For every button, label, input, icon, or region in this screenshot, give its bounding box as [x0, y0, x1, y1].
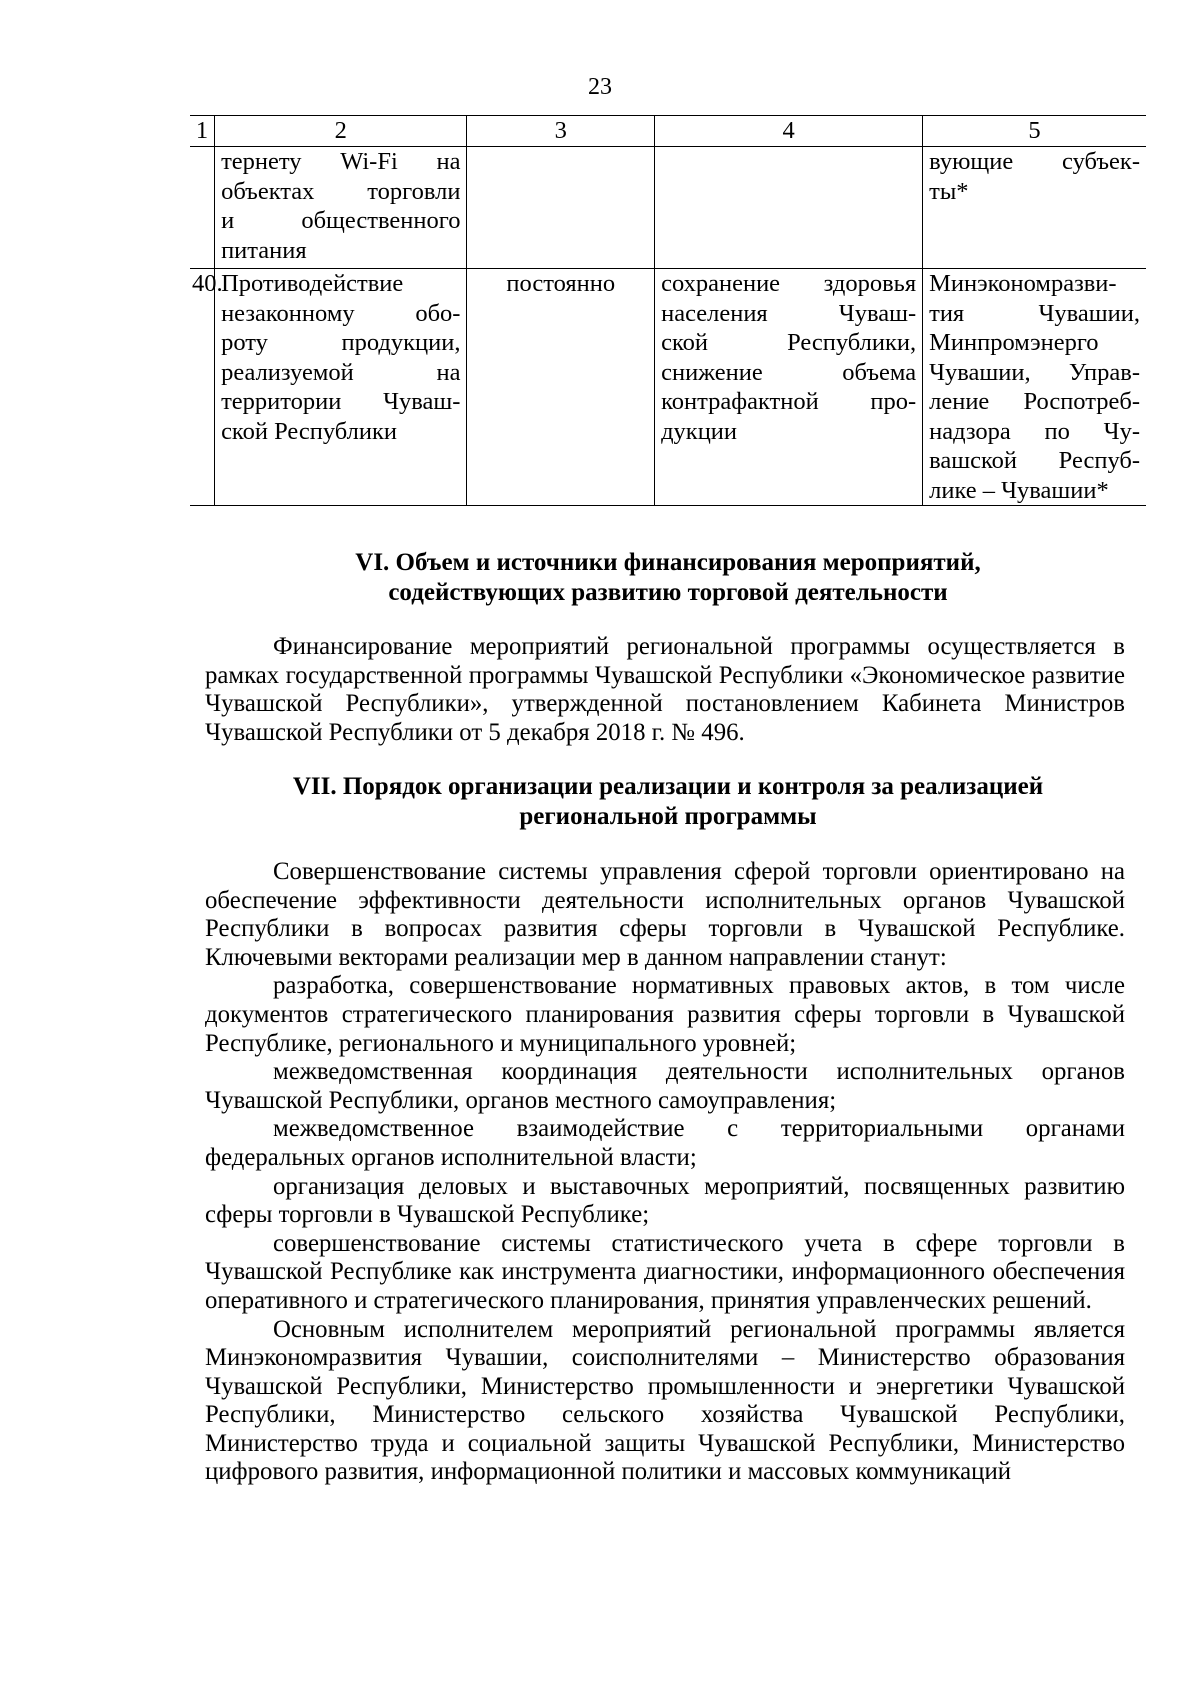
term-cell	[467, 147, 655, 269]
table-row	[190, 269, 1146, 506]
executor-cell: вующие субъек- ты*	[923, 147, 1146, 269]
header-col-4: 4	[655, 116, 923, 147]
result-cell: сохранение здоровья населения Чуваш- ской Республики, снижение объема контрафактной про- дукции	[655, 269, 923, 506]
activity-cell: тернету Wi-Fi на объектах торговли и общественного питания	[215, 147, 467, 269]
paragraph: разработка, совершенствование нормативных правовых актов, в том числе документов стратегического планирования развития сферы торговли в Чувашской Республике, регионального и муниципального уровней;	[205, 972, 1125, 1057]
table-row	[190, 147, 1146, 269]
paragraph: Финансирование мероприятий региональной программы осуществляется в рамках государственной программы Чувашской Республики «Экономическое развитие Чувашской Республики», утвержденной постановлением Кабинета Министров Чувашской Республики от 5 декабря 2018 г. № 496.	[205, 633, 1125, 746]
paragraph: Совершенствование системы управления сферой торговли ориентировано на обеспечение эффективности деятельности исполнительных органов Чувашской Республики в вопросах развития сферы торговли в Чувашской Республике. Ключевыми векторами реализации мер в данном направлении станут:	[205, 858, 1125, 971]
header-col-2: 2	[215, 116, 467, 147]
section-7-title: VII. Порядок организации реализации и контроля за реализацией региональной программы	[292, 773, 1044, 830]
paragraph: межведомственное взаимодействие с территориальными органами федеральных органов исполнительной власти;	[205, 1115, 1125, 1171]
header-col-5: 5	[923, 116, 1146, 147]
activities-table	[190, 115, 1146, 506]
activity-cell: Противодействие незаконному обо- роту продукции, реализуемой на территории Чуваш- ской Республики	[215, 269, 467, 506]
page-number: 23	[588, 74, 612, 100]
section-6-body	[205, 633, 1125, 747]
header-col-1: 1	[190, 116, 215, 147]
result-cell	[655, 147, 923, 269]
section-7-body	[205, 858, 1125, 1487]
row-number-cell	[190, 147, 215, 269]
header-col-3: 3	[467, 116, 655, 147]
section-6-title: VI. Объем и источники финансирования мероприятий, содействующих развитию торговой деятельности	[355, 549, 981, 606]
paragraph: организация деловых и выставочных мероприятий, посвященных развитию сферы торговли в Чувашской Республике;	[205, 1172, 1125, 1229]
paragraph: межведомственная координация деятельности исполнительных органов Чувашской Республики, органов местного самоуправления;	[205, 1058, 1125, 1114]
term-cell: постоянно	[467, 269, 655, 506]
executor-cell: Минэкономразви- тия Чувашии, Минпромэнерго Чувашии, Управ- ление Роспотреб- надзора по Чу- вашской Респуб- лике – Чувашии*	[923, 269, 1146, 506]
row-number-cell: 40.	[190, 269, 215, 506]
table-header-row	[190, 116, 1146, 147]
paragraph: Основным исполнителем мероприятий региональной программы является Минэкономразвития Чувашии, соисполнителями – Министерство образования Чувашской Республики, Министерство промышленности и энергетики Чувашской Республики, Министерство сельского хозяйства Чувашской Республики, Министерство труда и социальной защиты Чувашской Республики, Министерство цифрового развития, информационной политики и массовых коммуникаций	[205, 1315, 1125, 1486]
paragraph: совершенствование системы статистического учета в сфере торговли в Чувашской Республике как инструмента диагностики, информационного обеспечения оперативного и стратегического планирования, принятия управленческих решений.	[205, 1229, 1125, 1314]
